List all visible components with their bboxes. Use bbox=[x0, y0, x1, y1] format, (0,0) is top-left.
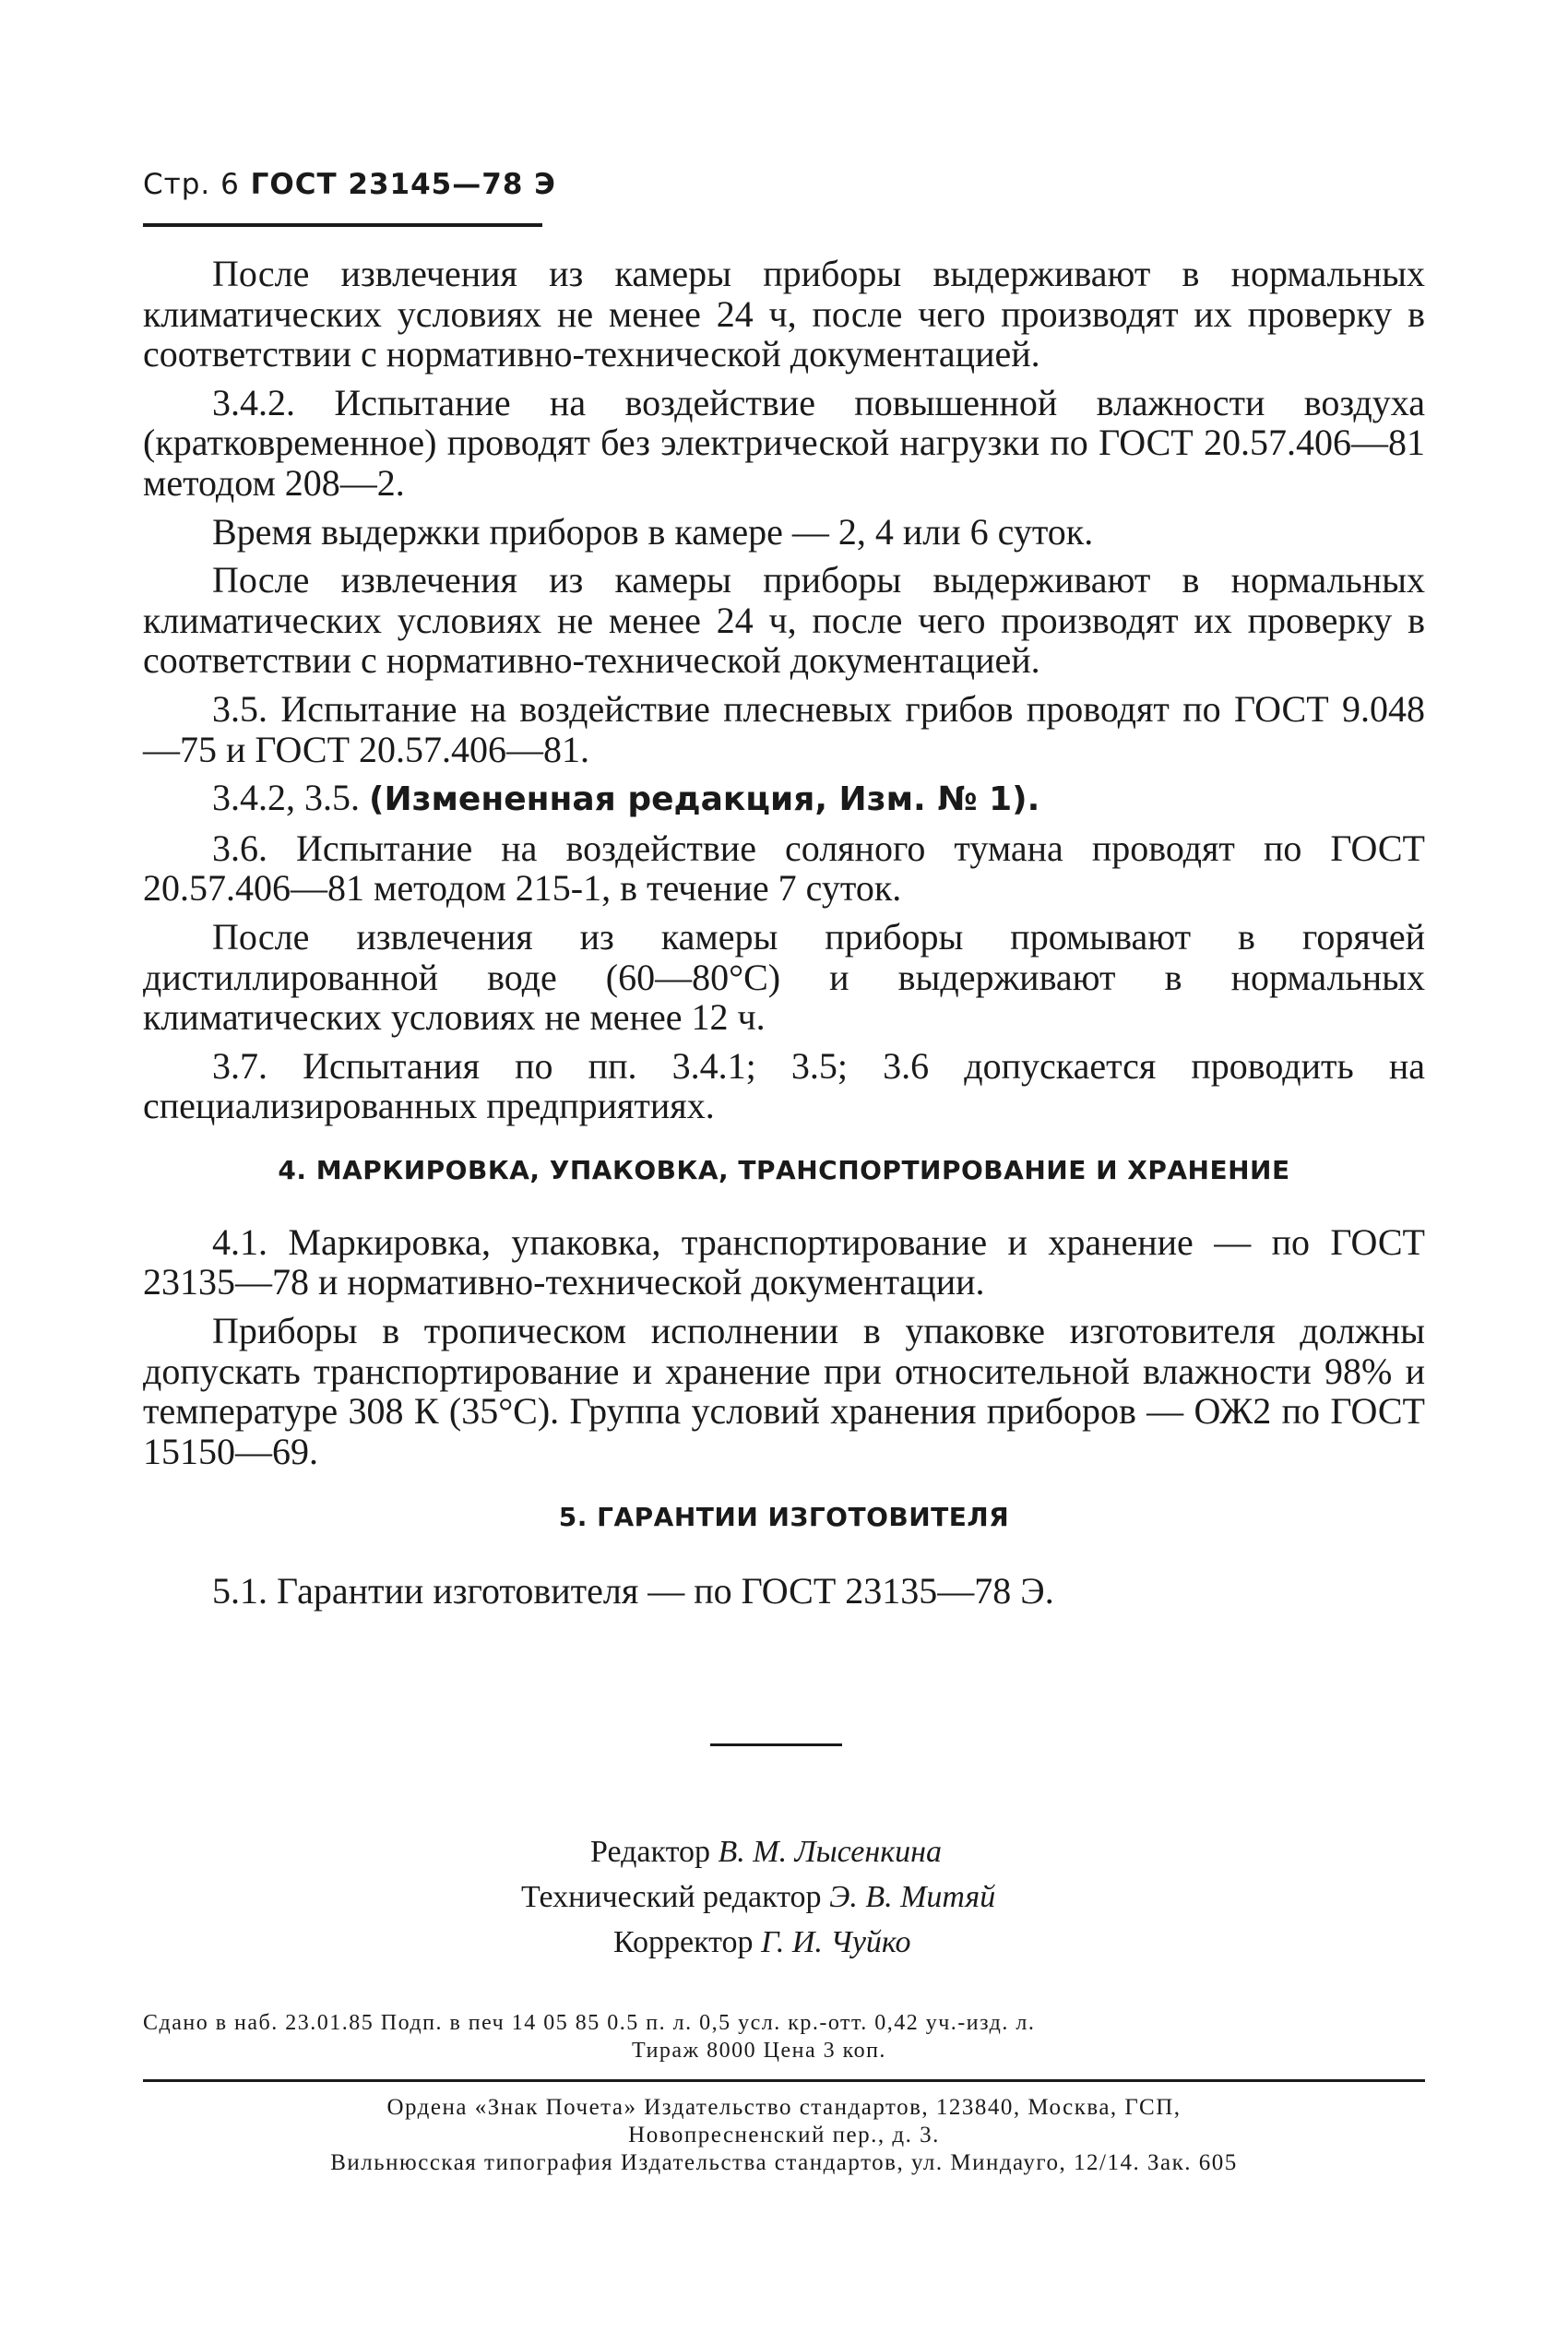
paragraph: 3.7. Испытания по пп. 3.4.1; 3.5; 3.6 допускается проводить на специализированных предприятиях. bbox=[143, 1044, 1425, 1127]
paragraph: Приборы в тропическом исполнении в упаковке изготовителя должны допускать транспортирование и хранение при относительной влажности 98% и температуре 308 К (35°С). Группа условий хранения приборов — ОЖ2 по ГОСТ 15150—69. bbox=[143, 1310, 1425, 1472]
section-heading-4: 4. МАРКИРОВКА, УПАКОВКА, ТРАНСПОРТИРОВАНИЕ И ХРАНЕНИЕ bbox=[278, 1154, 1290, 1185]
section-heading-5: 5. ГАРАНТИИ ИЗГОТОВИТЕЛЯ bbox=[558, 1502, 1010, 1533]
document-body bbox=[143, 254, 1425, 1620]
end-rule bbox=[710, 1743, 842, 1746]
paragraph: 3.6. Испытание на воздействие соляного тумана проводят по ГОСТ 20.57.406—81 методом 215-1, в течение 7 суток. bbox=[143, 827, 1425, 910]
paragraph: Время выдержки приборов в камере — 2, 4 или 6 суток. bbox=[212, 510, 1094, 553]
credits-block bbox=[498, 1829, 1144, 1965]
editor-line bbox=[498, 1829, 1144, 1874]
editor-name: В. М. Лысенкина bbox=[718, 1835, 942, 1869]
page-header bbox=[143, 168, 556, 201]
imprint-rule bbox=[143, 2079, 1425, 2082]
amendment-prefix: 3.4.2, 3.5. bbox=[212, 777, 360, 819]
editor-label: Редактор bbox=[590, 1835, 710, 1869]
imprint-line: Тираж 8000 Цена 3 коп. bbox=[632, 2039, 886, 2063]
header-rule bbox=[143, 223, 542, 227]
imprint bbox=[143, 2009, 1425, 2064]
publisher-line: Вильнюсская типография Издательства стандартов, ул. Миндауго, 12/14. Зак. 605 bbox=[330, 2150, 1238, 2175]
page-number: Стр. 6 bbox=[143, 168, 240, 201]
paragraph: После извлечения из камеры приборы выдерживают в нормальных климатических условиях не менее 24 ч, после чего производят их проверку в соответствии с нормативно-технической документацией. bbox=[143, 253, 1425, 375]
paragraph: 4.1. Маркировка, упаковка, транспортирование и хранение — по ГОСТ 23135—78 и нормативно-технической документации. bbox=[143, 1220, 1425, 1303]
paragraph: 5.1. Гарантии изготовителя — по ГОСТ 23135—78 Э. bbox=[212, 1570, 1054, 1612]
amendment-bold: (Измененная редакция, Изм. № 1). bbox=[369, 780, 1040, 819]
publisher-line: Ордена «Знак Почета» Издательство стандартов, 123840, Москва, ГСП, bbox=[386, 2095, 1182, 2120]
paragraph: После извлечения из камеры приборы выдерживают в нормальных климатических условиях не менее 24 ч, после чего производят их проверку в соответствии с нормативно-технической документацией. bbox=[143, 559, 1425, 682]
tech-editor-line bbox=[498, 1874, 1144, 1920]
corrector-label: Корректор bbox=[613, 1925, 754, 1959]
corrector-line bbox=[498, 1920, 1144, 1965]
tech-editor-label: Технический редактор bbox=[521, 1880, 822, 1914]
publisher-info bbox=[143, 2094, 1425, 2177]
imprint-line: Сдано в наб. 23.01.85 Подп. в печ 14 05 85 0.5 п. л. 0,5 усл. кр.-отт. 0,42 уч.-изд. л. bbox=[143, 2011, 1036, 2035]
amendment-note bbox=[143, 778, 1425, 820]
paragraph: 3.5. Испытание на воздействие плесневых грибов проводят по ГОСТ 9.048—75 и ГОСТ 20.57.406—81. bbox=[143, 687, 1425, 770]
standard-code: ГОСТ 23145—78 Э bbox=[250, 168, 556, 201]
paragraph: После извлечения из камеры приборы промывают в горячей дистиллированной воде (60—80°С) и выдерживают в нормальных климатических условиях не менее 12 ч. bbox=[143, 915, 1425, 1039]
corrector-name: Г. И. Чуйко bbox=[761, 1925, 911, 1959]
paragraph: 3.4.2. Испытание на воздействие повышенной влажности воздуха (кратковременное) проводят без электрической нагрузки по ГОСТ 20.57.406—81 методом 208—2. bbox=[143, 381, 1425, 504]
publisher-line: Новопресненский пер., д. 3. bbox=[628, 2123, 940, 2148]
tech-editor-name: Э. В. Митяй bbox=[829, 1880, 996, 1914]
